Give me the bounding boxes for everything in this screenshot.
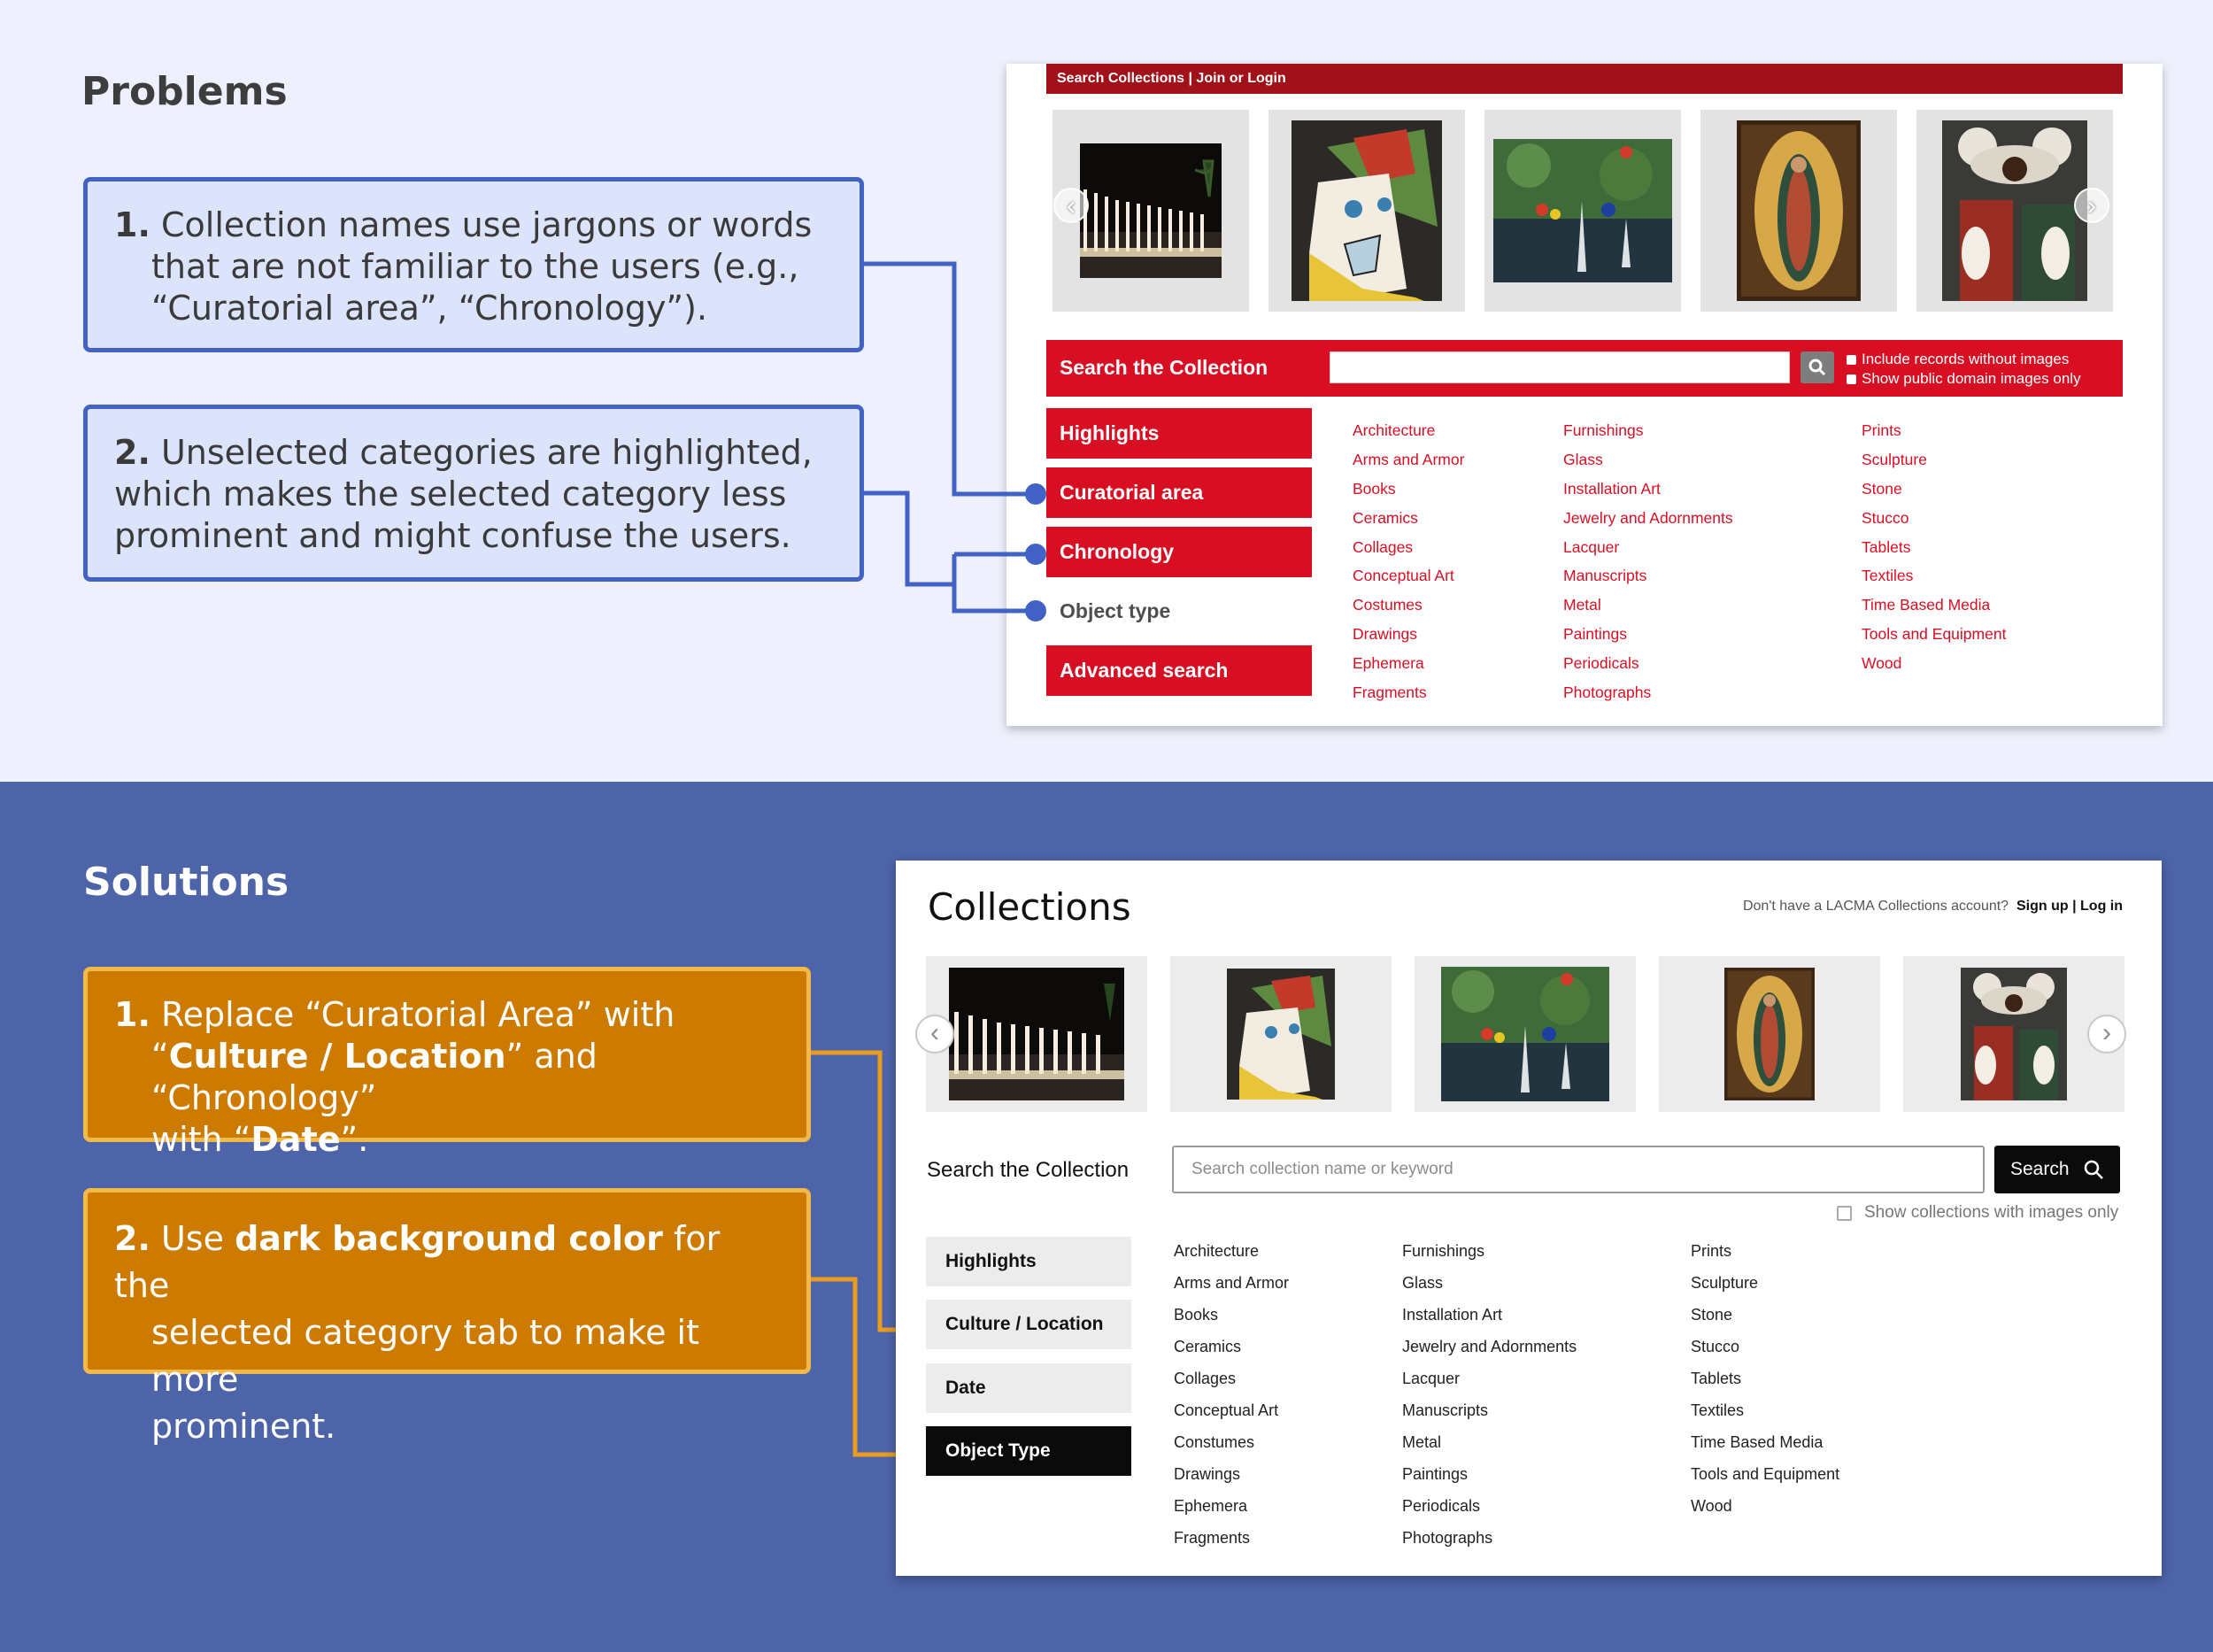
images-only-checkbox[interactable]: [1837, 1203, 2118, 1223]
category-link[interactable]: Stone: [1691, 1306, 1733, 1324]
old-category-link[interactable]: Ceramics: [1353, 508, 1418, 527]
separator: |: [2072, 899, 2077, 914]
old-category-link[interactable]: Wood: [1862, 654, 1902, 673]
category-link[interactable]: Wood: [1691, 1497, 1732, 1515]
category-link[interactable]: Paintings: [1402, 1465, 1469, 1483]
page-title: Collections: [928, 885, 1131, 929]
checkbox[interactable]: [1847, 355, 1856, 365]
emphasis-text: Date: [251, 1120, 341, 1159]
new-design-screenshot: [896, 861, 2162, 1576]
callout-number: 2.: [114, 1219, 150, 1258]
category-link[interactable]: Fragments: [1174, 1529, 1251, 1547]
old-category-link[interactable]: Paintings: [1563, 625, 1627, 644]
emphasis-text: dark background color: [235, 1219, 663, 1258]
callout-number: 1.: [114, 205, 150, 244]
old-category-link[interactable]: Installation Art: [1563, 479, 1661, 498]
account-text: Don't have a LACMA Collections account?: [1742, 899, 2009, 914]
old-tab-chronology[interactable]: Chronology: [1046, 527, 1312, 577]
category-link[interactable]: Sculpture: [1691, 1274, 1759, 1292]
old-check-public[interactable]: [1847, 370, 2081, 388]
old-category-link[interactable]: Periodicals: [1563, 654, 1639, 673]
category-link[interactable]: Jewelry and Adornments: [1402, 1338, 1577, 1355]
old-search-button[interactable]: [1800, 351, 1834, 383]
old-category-link[interactable]: Stone: [1862, 479, 1902, 498]
old-category-link[interactable]: Metal: [1563, 596, 1601, 614]
old-check-public-label: Show public domain images only: [1862, 370, 2081, 387]
category-link[interactable]: Arms and Armor: [1174, 1274, 1290, 1292]
text: ”.: [340, 1120, 369, 1159]
old-category-column-1: [1353, 420, 1464, 711]
account-prompt: [1743, 899, 2123, 915]
callout-line: Replace “Curatorial Area” with: [160, 995, 675, 1034]
category-link[interactable]: Installation Art: [1402, 1306, 1503, 1324]
old-category-column-3: [1862, 420, 2006, 682]
old-category-link[interactable]: Sculpture: [1862, 450, 1927, 468]
old-topbar[interactable]: Search Collections | Join or Login: [1046, 64, 2123, 94]
callout-line: selected category tab to make it more: [151, 1313, 699, 1399]
old-category-link[interactable]: Books: [1353, 479, 1396, 498]
magnifier-icon: [2083, 1159, 2104, 1180]
old-category-link[interactable]: Photographs: [1563, 683, 1652, 702]
old-check-include-label: Include records without images: [1862, 351, 2070, 367]
callout-line: that are not familiar to the users (e.g.,: [151, 247, 799, 286]
thumb-calder-sculpture[interactable]: [1415, 956, 1636, 1112]
category-link[interactable]: Drawings: [1174, 1465, 1241, 1483]
old-category-link[interactable]: Textiles: [1862, 567, 1914, 585]
text: with “: [151, 1120, 251, 1159]
emphasis-text: Culture / Location: [168, 1037, 506, 1076]
callout-number: 2.: [114, 433, 150, 472]
virgin-guadalupe-image: [1737, 120, 1861, 301]
callout-line: prominent.: [151, 1407, 336, 1446]
category-column-1: [1174, 1239, 1289, 1558]
weeping-woman-image: [1227, 969, 1335, 1100]
category-link[interactable]: Manuscripts: [1402, 1401, 1489, 1419]
category-link[interactable]: Ceramics: [1174, 1338, 1242, 1355]
solutions-heading: Solutions: [83, 860, 289, 905]
category-link[interactable]: Tools and Equipment: [1691, 1465, 1840, 1483]
checkbox[interactable]: [1837, 1206, 1852, 1221]
virgin-guadalupe-image: [1724, 968, 1815, 1100]
tab-highlights[interactable]: Highlights: [926, 1237, 1131, 1286]
old-category-link[interactable]: Architecture: [1353, 421, 1436, 439]
old-tab-curatorial[interactable]: Curatorial area: [1046, 467, 1312, 518]
callout-line: [114, 1119, 782, 1161]
old-carousel-next[interactable]: [2074, 188, 2109, 223]
thumb-virgin-guadalupe[interactable]: [1659, 956, 1880, 1112]
thumb-urban-light[interactable]: [926, 956, 1147, 1112]
checkbox[interactable]: [1847, 374, 1856, 384]
carousel-next-button[interactable]: [2087, 1015, 2126, 1054]
thumb-weeping-woman[interactable]: [1268, 110, 1465, 312]
old-category-link[interactable]: Stucco: [1862, 508, 1909, 527]
old-category-link[interactable]: Tools and Equipment: [1862, 625, 2007, 644]
thumb-weeping-woman[interactable]: [1170, 956, 1392, 1112]
old-search-label: Search the Collection: [1060, 356, 1268, 379]
old-category-link[interactable]: Arms and Armor: [1353, 450, 1465, 468]
old-category-link[interactable]: Time Based Media: [1862, 596, 1991, 614]
search-button[interactable]: [1994, 1146, 2120, 1193]
text: Use: [160, 1219, 235, 1258]
solution-callout-2: [83, 1188, 811, 1446]
callout-line: Unselected categories are highlighted,: [160, 433, 813, 472]
category-link[interactable]: Furnishings: [1402, 1242, 1485, 1260]
callout-line: “Curatorial area”, “Chronology”).: [151, 289, 708, 328]
callout-number: 1.: [114, 995, 150, 1034]
calder-sculpture-image: [1441, 967, 1609, 1101]
callout-line: Collection names use jargons or words: [160, 205, 813, 244]
category-link[interactable]: Ephemera: [1174, 1497, 1248, 1515]
category-link[interactable]: Photographs: [1402, 1529, 1493, 1547]
category-link[interactable]: Stucco: [1691, 1338, 1740, 1355]
calder-sculpture-image: [1493, 139, 1672, 282]
chevron-right-icon: ›: [2087, 191, 2096, 220]
category-link[interactable]: Time Based Media: [1691, 1433, 1824, 1451]
old-category-link[interactable]: Ephemera: [1353, 654, 1424, 673]
old-category-link[interactable]: Collages: [1353, 537, 1414, 556]
thumb-virgin-guadalupe[interactable]: [1700, 110, 1897, 312]
old-category-link[interactable]: Glass: [1563, 450, 1603, 468]
old-category-link[interactable]: Furnishings: [1563, 421, 1644, 439]
old-category-link[interactable]: Lacquer: [1563, 537, 1620, 556]
problems-section: [0, 0, 2213, 782]
category-link[interactable]: Glass: [1402, 1274, 1444, 1292]
urban-light-image: [949, 968, 1124, 1100]
category-link[interactable]: Books: [1174, 1306, 1219, 1324]
old-category-link[interactable]: Manuscripts: [1563, 567, 1647, 585]
solution-callout-1: [83, 967, 811, 1159]
text: for the: [114, 1219, 721, 1305]
old-check-include[interactable]: [1847, 351, 2069, 368]
text: “: [151, 1037, 169, 1076]
old-category-link[interactable]: Fragments: [1353, 683, 1427, 702]
category-link[interactable]: Prints: [1691, 1242, 1732, 1260]
old-category-link[interactable]: Prints: [1862, 421, 1901, 439]
flower-day-image: [1942, 120, 2087, 301]
category-column-2: [1402, 1239, 1577, 1558]
problems-heading: Problems: [81, 69, 288, 114]
old-carousel: [1053, 110, 2115, 312]
signup-link[interactable]: Sign up: [2016, 899, 2069, 914]
old-category-link[interactable]: Tablets: [1862, 537, 1911, 556]
old-carousel-prev[interactable]: [1053, 188, 1089, 223]
old-search-bar: [1046, 340, 2123, 397]
category-link[interactable]: Collages: [1174, 1370, 1237, 1387]
carousel-prev-button[interactable]: [915, 1015, 954, 1054]
category-link[interactable]: Metal: [1402, 1433, 1442, 1451]
tab-culture-location[interactable]: Culture / Location: [926, 1300, 1131, 1349]
old-search-input[interactable]: [1330, 351, 1790, 383]
chevron-right-icon: ›: [2102, 1018, 2111, 1047]
problem-callout-2: [83, 405, 864, 582]
category-link[interactable]: Architecture: [1174, 1242, 1260, 1260]
search-button-label: Search: [2010, 1159, 2070, 1179]
chevron-left-icon: ‹: [930, 1018, 939, 1047]
login-link[interactable]: Log in: [2080, 899, 2123, 914]
thumb-calder-sculpture[interactable]: [1484, 110, 1681, 312]
category-link[interactable]: Textiles: [1691, 1401, 1745, 1419]
urban-light-image: [1080, 143, 1222, 278]
callout-line: prominent and might confuse the users.: [114, 516, 791, 555]
search-input[interactable]: Search collection name or keyword: [1172, 1146, 1985, 1193]
tab-date[interactable]: Date: [926, 1363, 1131, 1413]
old-category-link[interactable]: Costumes: [1353, 596, 1423, 614]
problem-callout-1: [83, 177, 864, 352]
images-only-label: Show collections with images only: [1864, 1203, 2119, 1222]
search-label: Search the Collection: [927, 1158, 1130, 1182]
category-link[interactable]: Constumes: [1174, 1433, 1255, 1451]
old-tab-object-type[interactable]: Object type: [1060, 599, 1171, 622]
text: ” and “Chronology”: [151, 1037, 598, 1117]
old-category-link[interactable]: Conceptual Art: [1353, 567, 1454, 585]
chevron-left-icon: ‹: [1067, 191, 1076, 220]
callout-line: which makes the selected category less: [114, 475, 787, 513]
category-link[interactable]: Tablets: [1691, 1370, 1742, 1387]
old-lacma-screenshot: [1006, 64, 2163, 726]
old-tab-highlights[interactable]: Highlights: [1046, 408, 1312, 459]
old-category-column-2: [1563, 420, 1733, 711]
flower-day-image: [1961, 968, 2067, 1100]
magnifier-icon: [1808, 359, 1826, 376]
category-link[interactable]: Periodicals: [1402, 1497, 1481, 1515]
category-link[interactable]: Conceptual Art: [1174, 1401, 1279, 1419]
category-column-3: [1691, 1239, 1839, 1526]
old-category-link[interactable]: Jewelry and Adornments: [1563, 508, 1733, 527]
category-link[interactable]: Lacquer: [1402, 1370, 1461, 1387]
weeping-woman-image: [1292, 120, 1442, 301]
old-category-link[interactable]: Drawings: [1353, 625, 1417, 644]
callout-line: [114, 1036, 782, 1119]
tab-object-type[interactable]: Object Type: [926, 1426, 1131, 1476]
old-tab-advanced[interactable]: Advanced search: [1046, 645, 1312, 696]
